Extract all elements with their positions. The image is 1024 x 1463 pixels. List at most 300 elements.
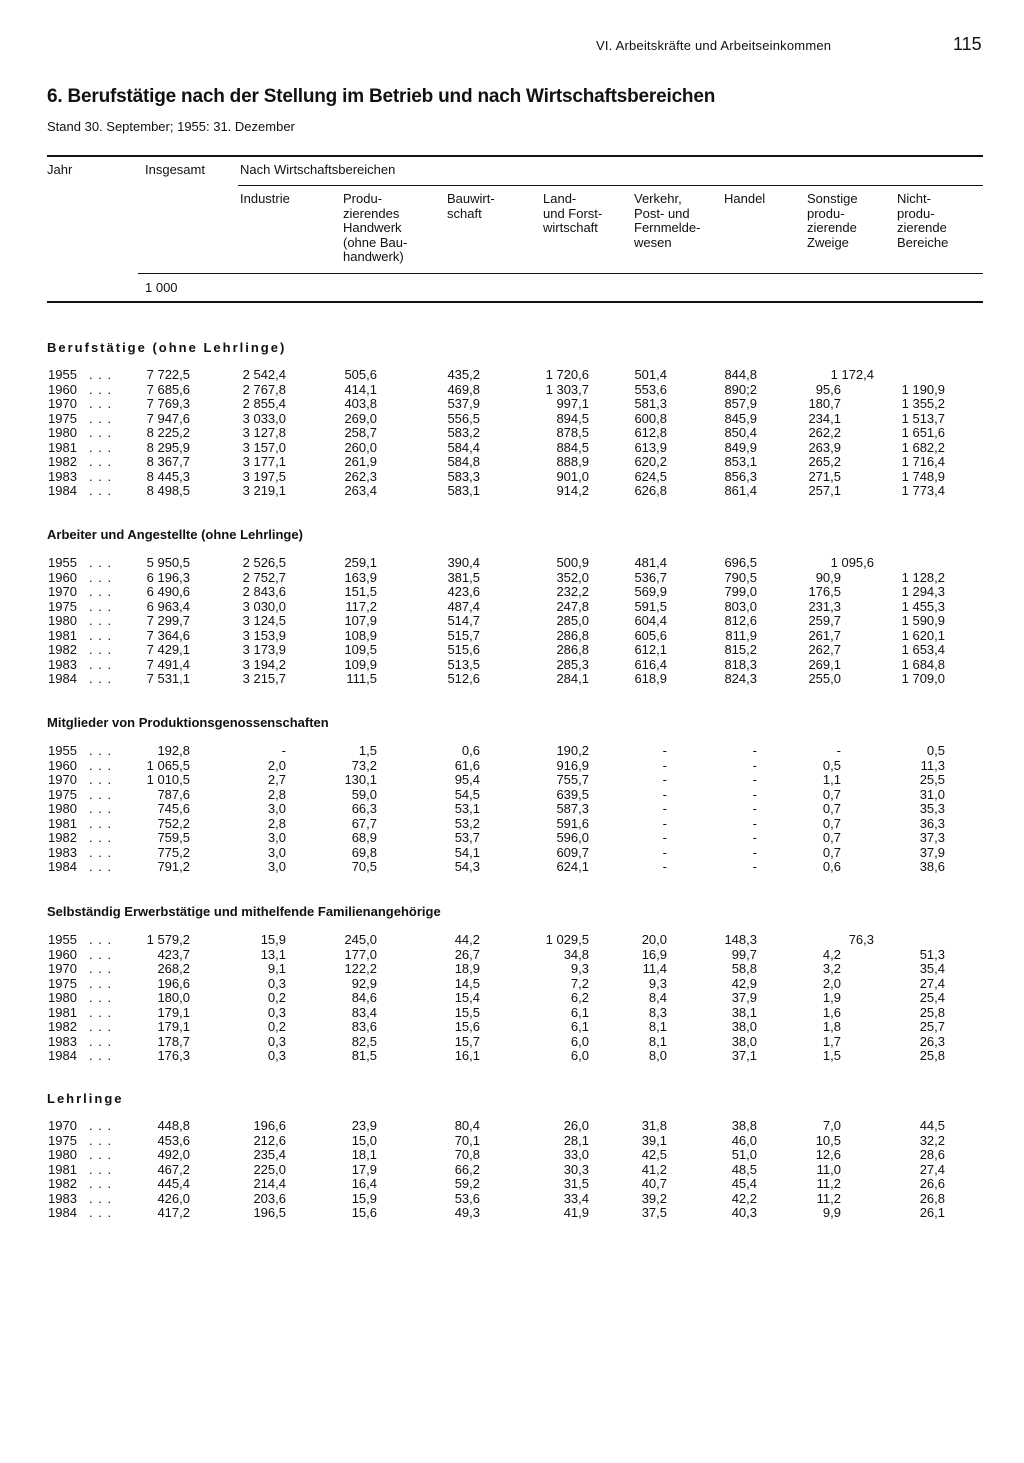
cell-industrie: 203,6: [253, 1190, 286, 1206]
cell-jahr: 1981: [48, 439, 77, 455]
cell-bauwirtschaft: 70,1: [454, 1132, 480, 1148]
col-group-wirtschaftsbereiche: Nach Wirtschaftsbereichen: [240, 162, 396, 177]
table-row: [0, 455, 1024, 470]
table-row: [0, 933, 1024, 948]
cell-jahr: 1955: [48, 932, 77, 947]
table-row: [0, 788, 1024, 803]
cell-insgesamt: 791,2: [157, 859, 190, 874]
cell-jahr: 1975: [48, 975, 77, 991]
cell-sonstige: 95,6: [815, 381, 841, 397]
leader-dots: . . .: [89, 815, 113, 831]
cell-handwerk: 109,5: [344, 642, 377, 657]
cell-verkehr: -: [662, 859, 667, 874]
cell-sonstige: 263,9: [808, 439, 841, 455]
cell-handel: -: [752, 844, 757, 860]
cell-sonstige: 7,0: [822, 1118, 841, 1133]
table-row: [0, 556, 1024, 571]
table-row: [0, 600, 1024, 615]
cell-land-forst: 232,2: [556, 584, 589, 599]
cell-sonstige: 180,7: [808, 396, 841, 411]
cell-jahr: 1970: [48, 584, 77, 599]
cell-land-forst: 41,9: [563, 1205, 589, 1220]
cell-insgesamt: 759,5: [157, 830, 190, 845]
cell-bauwirtschaft: 70,8: [454, 1147, 480, 1162]
cell-jahr: 1984: [48, 1205, 77, 1220]
cell-handwerk: 151,5: [344, 584, 377, 599]
table-row: [0, 1177, 1024, 1192]
cell-land-forst: 6,0: [570, 1033, 589, 1049]
cell-jahr: 1960: [48, 381, 77, 397]
cell-jahr: 1975: [48, 1132, 77, 1148]
cell-land-forst: 190,2: [556, 743, 589, 758]
cell-land-forst: 587,3: [556, 801, 589, 816]
cell-handel: -: [752, 801, 757, 816]
table-row: [0, 1163, 1024, 1178]
cell-nichtproduzierend: 31,0: [919, 786, 945, 802]
cell-sonstige: 255,0: [808, 671, 841, 686]
table-row: [0, 484, 1024, 499]
cell-handwerk: 403,8: [344, 396, 377, 411]
cell-verkehr: 40,7: [641, 1176, 667, 1191]
cell-sonstige: 10,5: [815, 1132, 841, 1148]
table-row: [0, 1006, 1024, 1021]
cell-industrie: 3 127,8: [242, 425, 286, 440]
cell-sonstige: 0,5: [822, 757, 841, 773]
cell-insgesamt: 7 429,1: [146, 642, 190, 657]
cell-nichtproduzierend: 51,3: [919, 946, 945, 962]
group-rule: [238, 185, 983, 186]
cell-handel: 845,9: [724, 410, 757, 426]
cell-land-forst: 639,5: [556, 786, 589, 802]
cell-jahr: 1981: [48, 1004, 77, 1020]
cell-nichtproduzierend: 1 653,4: [901, 642, 945, 657]
cell-industrie: 2 767,8: [242, 381, 286, 397]
cell-bauwirtschaft: 80,4: [454, 1118, 480, 1133]
leader-dots: . . .: [89, 613, 113, 628]
cell-handwerk: 109,9: [344, 656, 377, 672]
cell-industrie: 2,0: [267, 757, 286, 773]
cell-jahr: 1984: [48, 1048, 77, 1063]
cell-handel: 818,3: [724, 656, 757, 672]
leader-dots: . . .: [89, 844, 113, 860]
cell-industrie: 214,4: [253, 1176, 286, 1191]
col-land-forstwirtschaft: Land- und Forst- wirtschaft: [543, 191, 603, 235]
col-handel: Handel: [724, 191, 766, 206]
col-insgesamt: Insgesamt: [145, 162, 205, 177]
cell-land-forst: 9,3: [570, 961, 589, 976]
cell-insgesamt: 8 295,9: [146, 439, 190, 455]
cell-industrie: 2 855,4: [242, 396, 286, 411]
cell-sonstige: 1,8: [822, 1019, 841, 1034]
cell-verkehr: -: [662, 844, 667, 860]
cell-verkehr: 39,1: [641, 1132, 667, 1148]
cell-insgesamt: 5 950,5: [146, 555, 190, 570]
cell-handel: 861,4: [724, 483, 757, 498]
cell-bauwirtschaft: 515,7: [447, 627, 480, 643]
cell-verkehr: -: [662, 830, 667, 845]
cell-verkehr: 600,8: [634, 410, 667, 426]
cell-nichtproduzierend: 0,5: [926, 743, 945, 758]
cell-industrie: 15,9: [260, 932, 286, 947]
cell-nichtproduzierend: 26,3: [919, 1033, 945, 1049]
col-sonstige: Sonstige produ- zierende Zweige: [807, 191, 858, 250]
cell-insgesamt: 752,2: [157, 815, 190, 831]
cell-insgesamt: 7 531,1: [146, 671, 190, 686]
running-header: VI. Arbeitskräfte und Arbeitseinkommen: [596, 38, 832, 53]
cell-handel: 38,1: [731, 1004, 757, 1020]
cell-nichtproduzierend: 25,8: [919, 1004, 945, 1020]
cell-industrie: 3,0: [267, 859, 286, 874]
cell-industrie: 2,8: [267, 815, 286, 831]
table-subtitle: Stand 30. September; 1955: 31. Dezember: [47, 119, 295, 134]
cell-verkehr: 20,0: [641, 932, 667, 947]
cell-jahr: 1983: [48, 656, 77, 672]
cell-sonstige: 0,7: [822, 801, 841, 816]
cell-sonstige: 3,2: [822, 961, 841, 976]
cell-nichtproduzierend: 37,9: [919, 844, 945, 860]
table-row: [0, 977, 1024, 992]
cell-nichtproduzierend: 1 682,2: [901, 439, 945, 455]
cell-industrie: 9,1: [267, 961, 286, 976]
cell-handel: 51,0: [731, 1147, 757, 1162]
cell-sonstige: 0,7: [822, 844, 841, 860]
table-row: [0, 831, 1024, 846]
section-title: Arbeiter und Angestellte (ohne Lehrlinge): [47, 527, 303, 542]
leader-dots: . . .: [89, 990, 113, 1005]
cell-jahr: 1970: [48, 961, 77, 976]
cell-jahr: 1983: [48, 1190, 77, 1206]
cell-handel: 803,0: [724, 598, 757, 614]
cell-verkehr: 39,2: [641, 1190, 667, 1206]
cell-industrie: 0,3: [267, 1033, 286, 1049]
cell-handwerk: 258,7: [344, 425, 377, 440]
cell-verkehr: 613,9: [634, 439, 667, 455]
cell-jahr: 1980: [48, 801, 77, 816]
cell-handel: 815,2: [724, 642, 757, 657]
cell-bauwirtschaft: 584,8: [447, 454, 480, 469]
cell-bauwirtschaft: 54,5: [454, 786, 480, 802]
table-row: [0, 1119, 1024, 1134]
leader-dots: . . .: [89, 439, 113, 455]
table-row: [0, 1192, 1024, 1207]
table-row: [0, 397, 1024, 412]
cell-insgesamt: 268,2: [157, 961, 190, 976]
cell-bauwirtschaft: 556,5: [447, 410, 480, 426]
cell-insgesamt: 453,6: [157, 1132, 190, 1148]
cell-verkehr: 553,6: [634, 381, 667, 397]
cell-handel: 45,4: [731, 1176, 757, 1191]
cell-sonstige: 0,7: [822, 830, 841, 845]
cell-jahr: 1975: [48, 786, 77, 802]
cell-handwerk: 263,4: [344, 483, 377, 498]
cell-industrie: 2 843,6: [242, 584, 286, 599]
cell-verkehr: 612,1: [634, 642, 667, 657]
cell-sonstige: 11,0: [816, 1161, 841, 1177]
cell-land-forst: 286,8: [556, 642, 589, 657]
cell-land-forst: 7,2: [570, 975, 589, 991]
cell-industrie: 2 526,5: [242, 555, 286, 570]
cell-handwerk: 70,5: [351, 859, 377, 874]
cell-land-forst: 6,1: [570, 1004, 589, 1020]
cell-handwerk: 16,4: [351, 1176, 377, 1191]
cell-insgesamt: 7 685,6: [146, 381, 190, 397]
cell-industrie: 3 197,5: [242, 468, 286, 484]
cell-verkehr: 612,8: [634, 425, 667, 440]
cell-nichtproduzierend: 26,1: [919, 1205, 945, 1220]
section-title: Selbständig Erwerbstätige und mithelfende Familienangehörige: [47, 904, 441, 919]
cell-handel: 824,3: [724, 671, 757, 686]
leader-dots: . . .: [89, 425, 113, 440]
cell-insgesamt: 8 498,5: [146, 483, 190, 498]
cell-insgesamt: 180,0: [157, 990, 190, 1005]
table-row: [0, 1206, 1024, 1221]
cell-insgesamt: 8 367,7: [146, 454, 190, 469]
leader-dots: . . .: [89, 584, 113, 599]
cell-insgesamt: 445,4: [157, 1176, 190, 1191]
table-row: [0, 1134, 1024, 1149]
cell-handwerk: 83,4: [351, 1004, 377, 1020]
cell-handel: 696,5: [724, 555, 757, 570]
leader-dots: . . .: [89, 671, 113, 686]
cell-verkehr: 581,3: [634, 396, 667, 411]
cell-jahr: 1960: [48, 757, 77, 773]
cell-land-forst: 28,1: [563, 1132, 589, 1148]
cell-industrie: 3 157,0: [242, 439, 286, 455]
cell-verkehr: 569,9: [634, 584, 667, 599]
cell-jahr: 1981: [48, 627, 77, 643]
cell-insgesamt: 417,2: [157, 1205, 190, 1220]
cell-land-forst: 34,8: [563, 946, 589, 962]
cell-nichtproduzierend: 27,4: [919, 975, 945, 991]
cell-sonstige: 231,3: [808, 598, 841, 614]
cell-sonstige: 262,2: [808, 425, 841, 440]
section-title: Lehrlinge: [47, 1091, 124, 1106]
cell-insgesamt: 176,3: [157, 1048, 190, 1063]
cell-bauwirtschaft: 390,4: [447, 555, 480, 570]
leader-dots: . . .: [89, 1205, 113, 1220]
leader-dots: . . .: [89, 1176, 113, 1191]
leader-dots: . . .: [89, 555, 113, 570]
cell-land-forst: 285,3: [556, 656, 589, 672]
table-row: [0, 426, 1024, 441]
cell-industrie: 235,4: [253, 1147, 286, 1162]
cell-verkehr: 620,2: [634, 454, 667, 469]
cell-verkehr: 8,4: [648, 990, 667, 1005]
cell-nichtproduzierend: 1 128,2: [901, 569, 945, 585]
top-rule: [47, 155, 983, 157]
cell-verkehr: 8,0: [648, 1048, 667, 1063]
cell-verkehr: -: [662, 757, 667, 773]
cell-handel: 58,8: [731, 961, 757, 976]
cell-handwerk: 163,9: [344, 569, 377, 585]
cell-land-forst: 30,3: [563, 1161, 589, 1177]
cell-sonstige: 1,6: [822, 1004, 841, 1020]
cell-verkehr: 42,5: [641, 1147, 667, 1162]
cell-bauwirtschaft: 66,2: [454, 1161, 480, 1177]
cell-industrie: 2,7: [267, 772, 286, 787]
cell-handel: 811,9: [725, 627, 757, 643]
table-row: [0, 1035, 1024, 1050]
table-row: [0, 441, 1024, 456]
leader-dots: . . .: [89, 772, 113, 787]
cell-handwerk: 269,0: [344, 410, 377, 426]
cell-insgesamt: 196,6: [157, 975, 190, 991]
cell-handel: 856,3: [724, 468, 757, 484]
cell-land-forst: 884,5: [556, 439, 589, 455]
cell-nichtproduzierend: 25,5: [919, 772, 945, 787]
cell-handwerk: 15,0: [351, 1132, 377, 1148]
cell-jahr: 1982: [48, 454, 77, 469]
table-row: [0, 1049, 1024, 1064]
leader-dots: . . .: [89, 1190, 113, 1206]
cell-handel: 46,0: [731, 1132, 757, 1148]
cell-handel: -: [752, 772, 757, 787]
cell-industrie: 2 542,4: [242, 367, 286, 382]
cell-bauwirtschaft: 15,4: [454, 990, 480, 1005]
cell-land-forst: 916,9: [556, 757, 589, 773]
cell-handwerk: 23,9: [351, 1118, 377, 1133]
table-row: [0, 962, 1024, 977]
cell-verkehr: -: [662, 743, 667, 758]
cell-verkehr: 481,4: [634, 555, 667, 570]
cell-bauwirtschaft: 61,6: [454, 757, 480, 773]
cell-merged-sonstige-nicht: 76,3: [848, 932, 874, 947]
cell-nichtproduzierend: 1 716,4: [901, 454, 945, 469]
cell-jahr: 1982: [48, 830, 77, 845]
cell-land-forst: 6,1: [570, 1019, 589, 1034]
cell-jahr: 1981: [48, 1161, 77, 1177]
cell-sonstige: 262,7: [808, 642, 841, 657]
cell-verkehr: 618,9: [634, 671, 667, 686]
cell-handwerk: 66,3: [351, 801, 377, 816]
leader-dots: . . .: [89, 859, 113, 874]
leader-dots: . . .: [89, 946, 113, 962]
cell-land-forst: 1 303,7: [545, 381, 589, 397]
cell-industrie: 0,3: [267, 1048, 286, 1063]
cell-land-forst: 914,2: [556, 483, 589, 498]
cell-verkehr: -: [662, 801, 667, 816]
cell-insgesamt: 192,8: [157, 743, 190, 758]
cell-nichtproduzierend: 32,2: [919, 1132, 945, 1148]
cell-handel: 48,5: [731, 1161, 757, 1177]
cell-sonstige: -: [836, 743, 841, 758]
cell-handwerk: 84,6: [351, 990, 377, 1005]
cell-industrie: 3 194,2: [242, 656, 286, 672]
cell-handel: 148,3: [724, 932, 757, 947]
table-row: [0, 368, 1024, 383]
cell-handel: 99,7: [731, 946, 757, 962]
cell-sonstige: 0,7: [822, 815, 841, 831]
cell-bauwirtschaft: 14,5: [454, 975, 480, 991]
cell-insgesamt: 1 579,2: [146, 932, 190, 947]
cell-insgesamt: 745,6: [157, 801, 190, 816]
cell-handwerk: 177,0: [344, 946, 377, 962]
cell-insgesamt: 179,1: [157, 1004, 190, 1020]
cell-handwerk: 15,6: [351, 1205, 377, 1220]
cell-insgesamt: 7 769,3: [146, 396, 190, 411]
cell-jahr: 1984: [48, 859, 77, 874]
cell-jahr: 1970: [48, 1118, 77, 1133]
cell-bauwirtschaft: 381,5: [447, 569, 480, 585]
cell-verkehr: -: [662, 786, 667, 802]
cell-bauwirtschaft: 0,6: [461, 743, 480, 758]
cell-insgesamt: 179,1: [157, 1019, 190, 1034]
section-title: Mitglieder von Produktionsgenossenschaften: [47, 715, 329, 730]
cell-land-forst: 33,4: [563, 1190, 589, 1206]
cell-nichtproduzierend: 27,4: [919, 1161, 945, 1177]
cell-nichtproduzierend: 37,3: [919, 830, 945, 845]
cell-land-forst: 352,0: [556, 569, 589, 585]
cell-handwerk: 262,3: [344, 468, 377, 484]
cell-bauwirtschaft: 537,9: [447, 396, 480, 411]
cell-industrie: 3 173,9: [242, 642, 286, 657]
cell-handel: -: [752, 743, 757, 758]
table-row: [0, 817, 1024, 832]
cell-handel: -: [752, 830, 757, 845]
cell-handel: -: [752, 815, 757, 831]
cell-sonstige: 265,2: [808, 454, 841, 469]
cell-handel: 857,9: [724, 396, 757, 411]
cell-jahr: 1980: [48, 613, 77, 628]
cell-verkehr: 8,1: [648, 1033, 667, 1049]
cell-verkehr: 11,4: [642, 961, 667, 976]
cell-nichtproduzierend: 1 651,6: [901, 425, 945, 440]
cell-bauwirtschaft: 18,9: [454, 961, 480, 976]
leader-dots: . . .: [89, 757, 113, 773]
cell-verkehr: 626,8: [634, 483, 667, 498]
cell-handwerk: 117,2: [345, 598, 377, 614]
cell-handwerk: 107,9: [344, 613, 377, 628]
cell-land-forst: 894,5: [556, 410, 589, 426]
cell-industrie: 196,6: [253, 1118, 286, 1133]
cell-bauwirtschaft: 435,2: [447, 367, 480, 382]
cell-bauwirtschaft: 53,7: [454, 830, 480, 845]
cell-handwerk: 92,9: [351, 975, 377, 991]
leader-dots: . . .: [89, 1147, 113, 1162]
cell-bauwirtschaft: 53,2: [454, 815, 480, 831]
cell-nichtproduzierend: 26,8: [919, 1190, 945, 1206]
leader-dots: . . .: [89, 381, 113, 397]
cell-verkehr: 536,7: [634, 569, 667, 585]
cell-nichtproduzierend: 11,3: [920, 757, 945, 773]
cell-land-forst: 901,0: [556, 468, 589, 484]
cell-handel: 40,3: [731, 1205, 757, 1220]
cell-insgesamt: 8 225,2: [146, 425, 190, 440]
leader-dots: . . .: [89, 468, 113, 484]
unit-label: 1 000: [145, 280, 178, 295]
cell-verkehr: 591,5: [634, 598, 667, 614]
cell-handwerk: 260,0: [344, 439, 377, 455]
table-row: [0, 643, 1024, 658]
cell-industrie: 3 153,9: [242, 627, 286, 643]
table-row: [0, 1148, 1024, 1163]
table-row: [0, 991, 1024, 1006]
cell-jahr: 1975: [48, 410, 77, 426]
leader-dots: . . .: [89, 1033, 113, 1049]
cell-land-forst: 1 720,6: [545, 367, 589, 382]
cell-handwerk: 81,5: [351, 1048, 377, 1063]
col-industrie: Industrie: [240, 191, 290, 206]
cell-jahr: 1960: [48, 569, 77, 585]
leader-dots: . . .: [89, 410, 113, 426]
cell-insgesamt: 6 196,3: [146, 569, 190, 585]
unit-rule: [138, 273, 983, 274]
cell-sonstige: 1,7: [822, 1033, 841, 1049]
cell-handwerk: 108,9: [344, 627, 377, 643]
cell-jahr: 1984: [48, 483, 77, 498]
table-title: 6. Berufstätige nach der Stellung im Betrieb und nach Wirtschaftsbereichen: [47, 86, 716, 107]
cell-jahr: 1982: [48, 642, 77, 657]
